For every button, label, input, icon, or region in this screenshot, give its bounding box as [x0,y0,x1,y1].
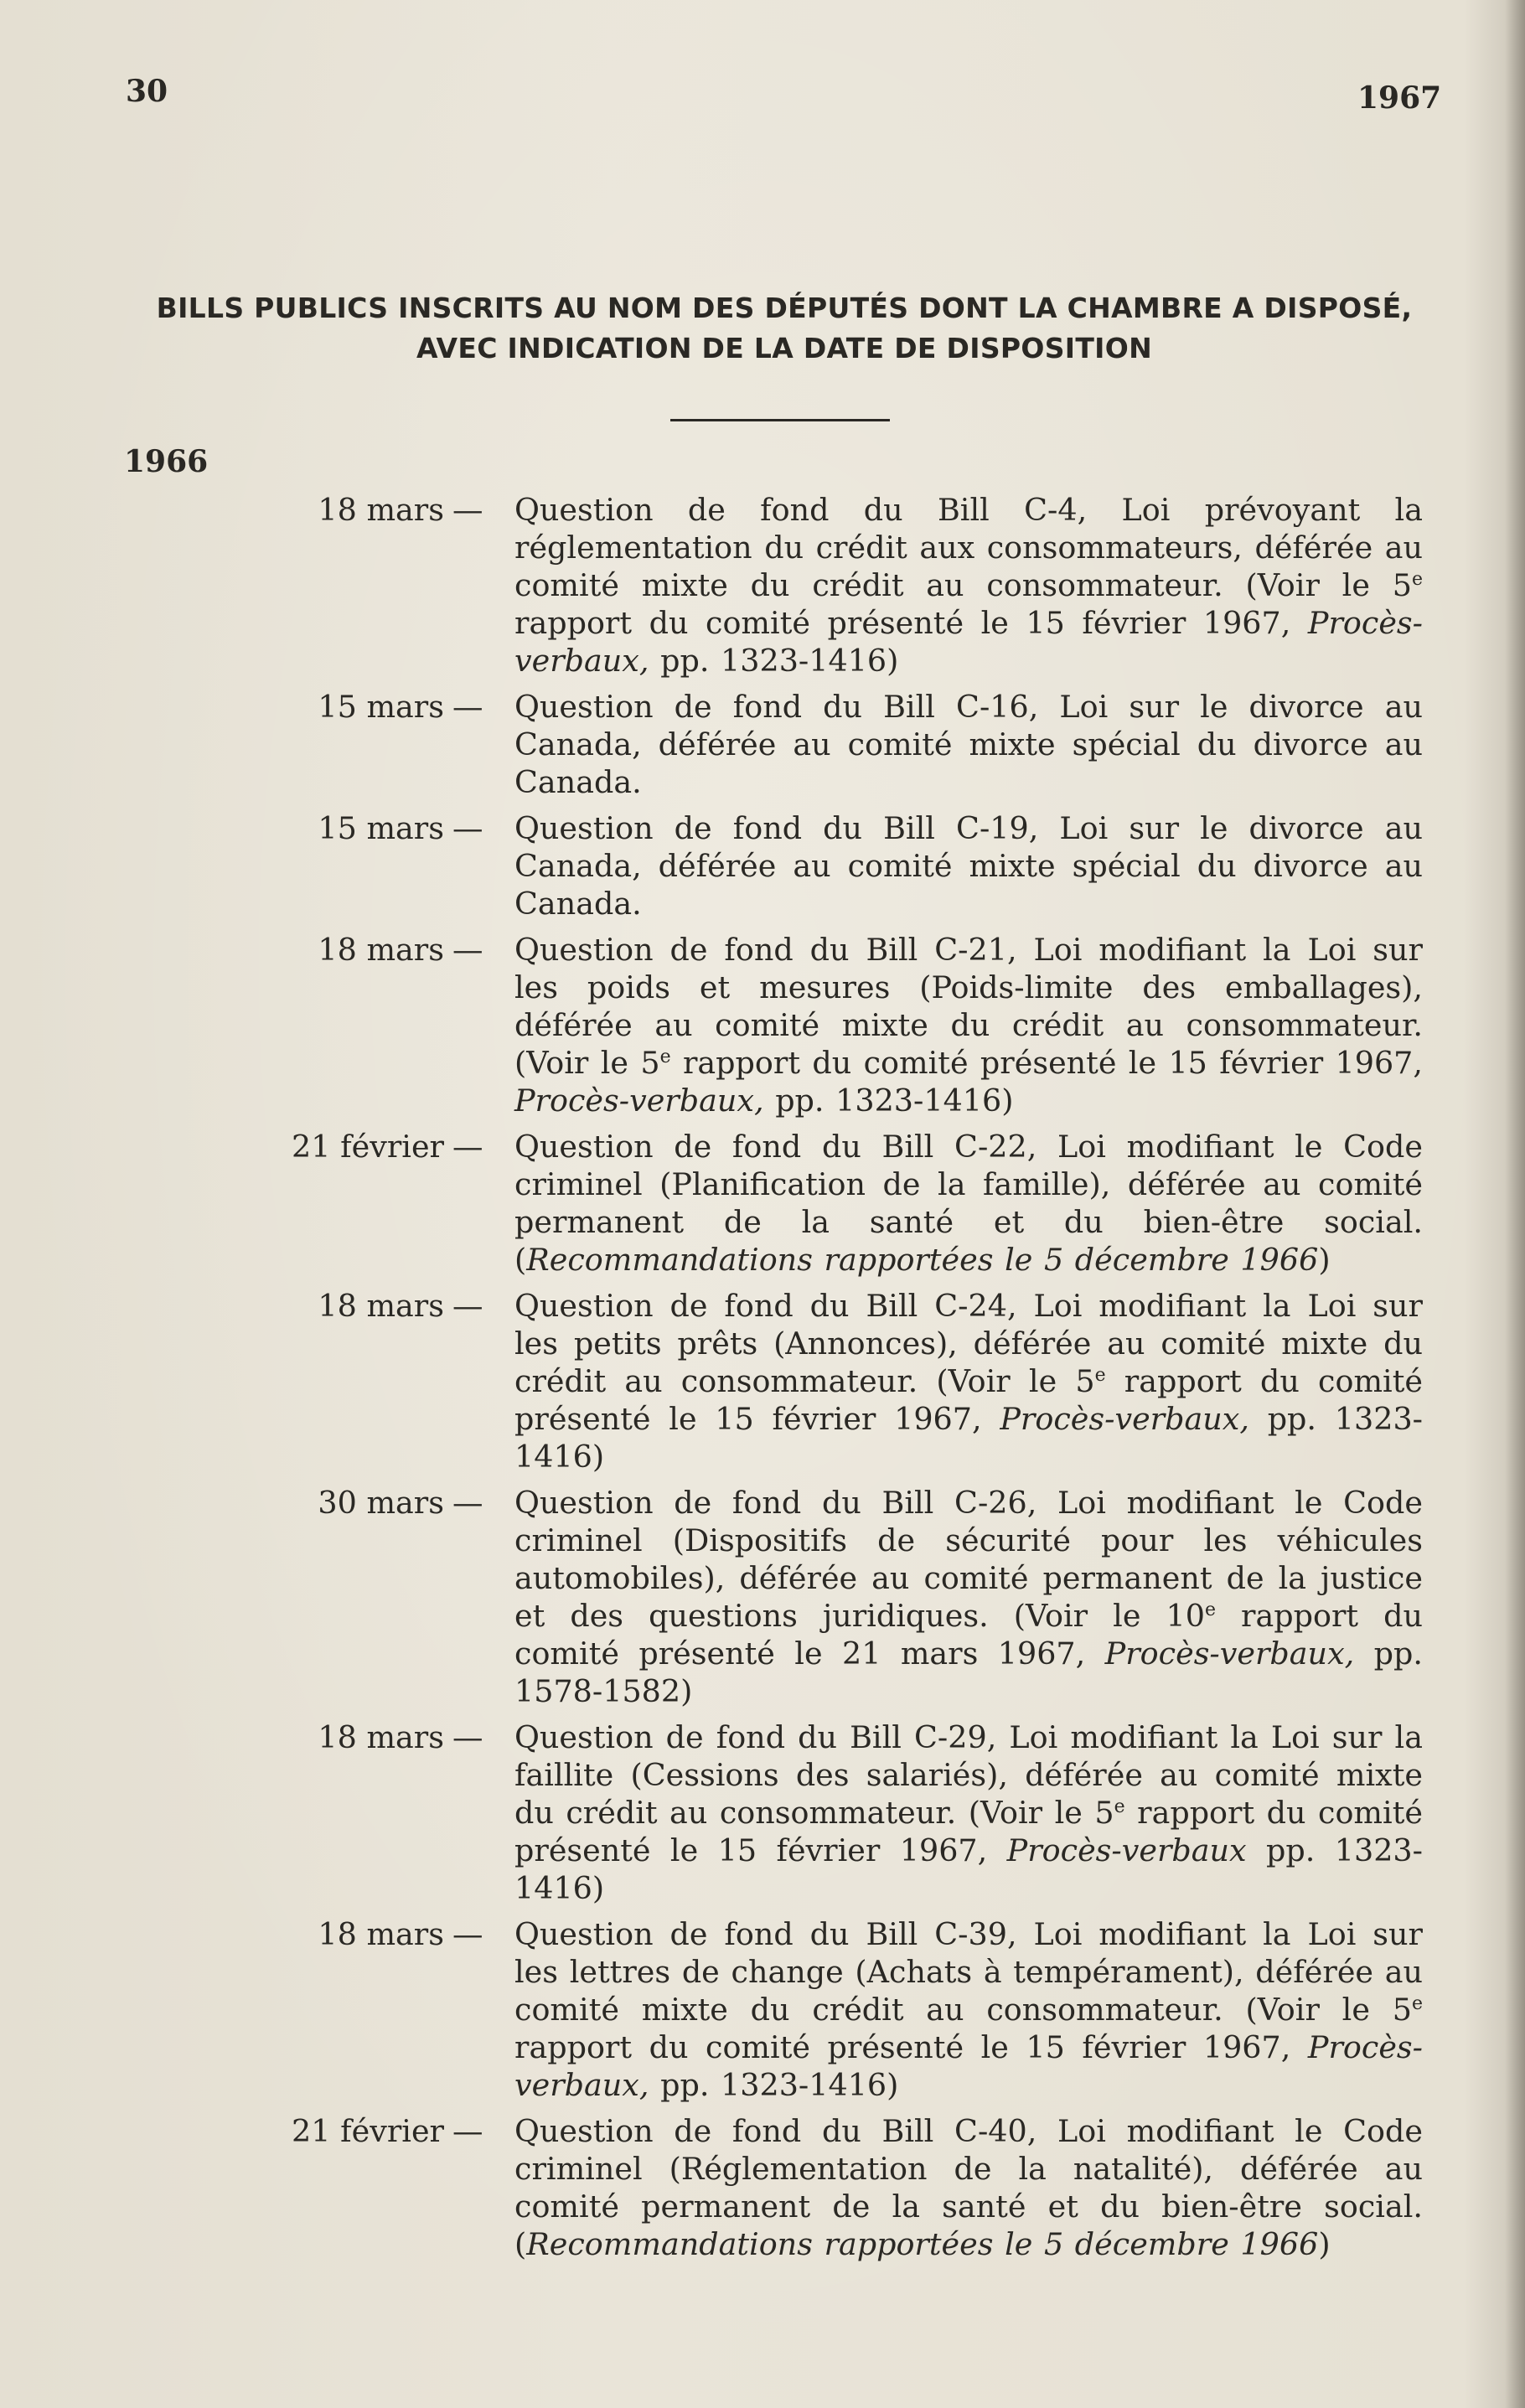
entry-date: 15 mars [318,810,444,846]
entry-text-text-a: Question de fond du Bill C-29, Loi modifiant la Loi sur la faillite (Cessions des salariés), déférée au comité mixte du crédit au consommateur. (Voir le 5 [514,1719,1423,1831]
entry-text [514,2112,1423,2263]
entry-text-text-c: pp. 1578-1582) [514,1635,1423,1709]
entry-text-text-a: Question de fond du Bill C-26, Loi modifiant le Code criminel (Dispositifs de sécurité pour les véhicules automobiles), déférée au comité permanent de la justice et des questions juridiques. (Voir le 10 [514,1485,1423,1634]
entry-text-sup: e [1094,1364,1106,1386]
list-item [0,491,1525,680]
entry-text-italic: Procès-verbaux, [514,2029,1423,2103]
entry-text [514,1915,1423,2104]
entry-dash: — [452,689,483,725]
entry-text-sup: e [1114,1796,1125,1817]
list-item [0,1128,1525,1279]
entry-dash: — [452,1916,483,1952]
entry-dash: — [452,1719,483,1755]
entry-text-text-b: rapport du comité présenté le 15 février 1967, [514,1363,1424,1437]
entry-text-text-a: Question de fond du Bill C-24, Loi modifiant la Loi sur les petits prêts (Annonces), déférée au comité mixte du crédit au consommateur. (Voir le 5 [514,1288,1423,1399]
entry-text-text-c: pp. 1323-1416) [514,1832,1423,1906]
entry-text-text-c: pp. 1323-1416) [649,643,899,679]
entry-text [514,491,1423,680]
entry-text-text-b: rapport du comité présenté le 15 février 1967, [670,1045,1424,1081]
entry-text-italic: Recommandations rapportées le 5 décembre 1966 [526,1242,1319,1278]
entry-text-text-b: rapport du comité présenté le 15 février 1967, [514,1795,1423,1868]
entry-text [514,1718,1423,1907]
entry-dash: — [452,932,483,968]
list-item [0,2112,1525,2263]
entry-text-text-a: Question de fond du Bill C-16, Loi sur le divorce au Canada, déférée au comité mixte spécial du divorce au Canada. [514,689,1423,800]
entry-text-text-b: rapport du comité présenté le 15 février 1967, [514,2029,1308,2065]
entry-dash: — [452,810,483,846]
entry-text-text-a: Question de fond du Bill C-19, Loi sur le divorce au Canada, déférée au comité mixte spécial du divorce au Canada. [514,810,1423,922]
page-number: 30 [126,74,168,109]
entry-date: 18 mars [318,932,444,968]
list-item [0,1915,1525,2104]
entry-text-italic: Procès-verbaux, [1104,1635,1355,1672]
entry-text-sup: e [659,1046,671,1067]
entry-text-text-c: ) [1318,2226,1331,2262]
entry-date: 21 février [292,2113,444,2149]
list-item [0,1484,1525,1710]
running-header-year: 1967 [1357,80,1442,116]
page-title-line-1: BILLS PUBLICS INSCRITS AU NOM DES DÉPUTÉS DONT LA CHAMBRE A DISPOSÉ, [156,292,1413,324]
entry-text-text-c: pp. 1323-1416) [763,1083,1014,1119]
list-item [0,1718,1525,1907]
entry-text [514,1128,1423,1279]
title-divider [670,419,890,421]
entry-dash: — [452,492,483,528]
entry-text-italic: Procès-verbaux, [514,1083,764,1119]
list-item [0,688,1525,801]
entry-text [514,1287,1423,1475]
entry-text-italic: Procès-verbaux, [514,605,1423,679]
entry-date: 21 février [292,1129,444,1165]
entry-date: 18 mars [318,1719,444,1755]
entry-text-text-c: pp. 1323-1416) [649,2067,899,2103]
entry-text-italic: Procès-verbaux, [1000,1401,1249,1437]
entry-text [514,1484,1423,1710]
entry-date: 30 mars [318,1485,444,1521]
entry-text-text-b: rapport du comité présenté le 15 février 1967, [514,605,1308,641]
entry-text [514,688,1423,801]
entry-dash: — [452,1288,483,1324]
entry-text-text-c: pp. 1323-1416) [514,1401,1423,1475]
entry-text-sup: e [1411,568,1423,590]
entry-date: 18 mars [318,1916,444,1952]
entry-text-text-a: Question de fond du Bill C-4, Loi prévoyant la réglementation du crédit aux consommateurs, déférée au comité mixte du crédit au consommateur. (Voir le 5 [514,492,1423,603]
page-title-line-2: AVEC INDICATION DE LA DATE DE DISPOSITION [416,332,1153,364]
entry-dash: — [452,2113,483,2149]
entry-text-text-a: Question de fond du Bill C-22, Loi modifiant le Code criminel (Planification de la famille), déférée au comité permanent de la santé et du bien-être social. ( [514,1129,1423,1278]
entry-dash: — [452,1129,483,1165]
entry-text-italic: Recommandations rapportées le 5 décembre 1966 [526,2226,1319,2262]
entry-date: 18 mars [318,1288,444,1324]
list-item [0,809,1525,922]
entry-text-sup: e [1204,1599,1216,1620]
entry-dash: — [452,1485,483,1521]
entry-text [514,931,1423,1119]
entry-text-text-a: Question de fond du Bill C-40, Loi modifiant le Code criminel (Réglementation de la natalité), déférée au comité permanent de la santé et du bien-être social. ( [514,2113,1423,2262]
page-title [124,288,1445,369]
entry-text-text-a: Question de fond du Bill C-21, Loi modifiant la Loi sur les poids et mesures (Poids-limite des emballages), déférée au comité mixte du crédit au consommateur. (Voir le 5 [514,932,1423,1081]
entry-text [514,809,1423,922]
entry-text-text-b: rapport du comité présenté le 21 mars 1967, [514,1598,1423,1672]
entry-date: 15 mars [318,689,444,725]
section-year: 1966 [124,444,209,479]
entry-text-sup: e [1411,1992,1423,2014]
entry-text-text-a: Question de fond du Bill C-39, Loi modifiant la Loi sur les lettres de change (Achats à tempérament), déférée au comité mixte du crédit au consommateur. (Voir le 5 [514,1916,1423,2028]
entry-list [0,491,1525,2271]
entry-text-text-c: ) [1318,1242,1331,1278]
entry-text-italic: Procès-verbaux [1006,1832,1247,1868]
list-item [0,931,1525,1119]
list-item [0,1287,1525,1475]
entry-date: 18 mars [318,492,444,528]
